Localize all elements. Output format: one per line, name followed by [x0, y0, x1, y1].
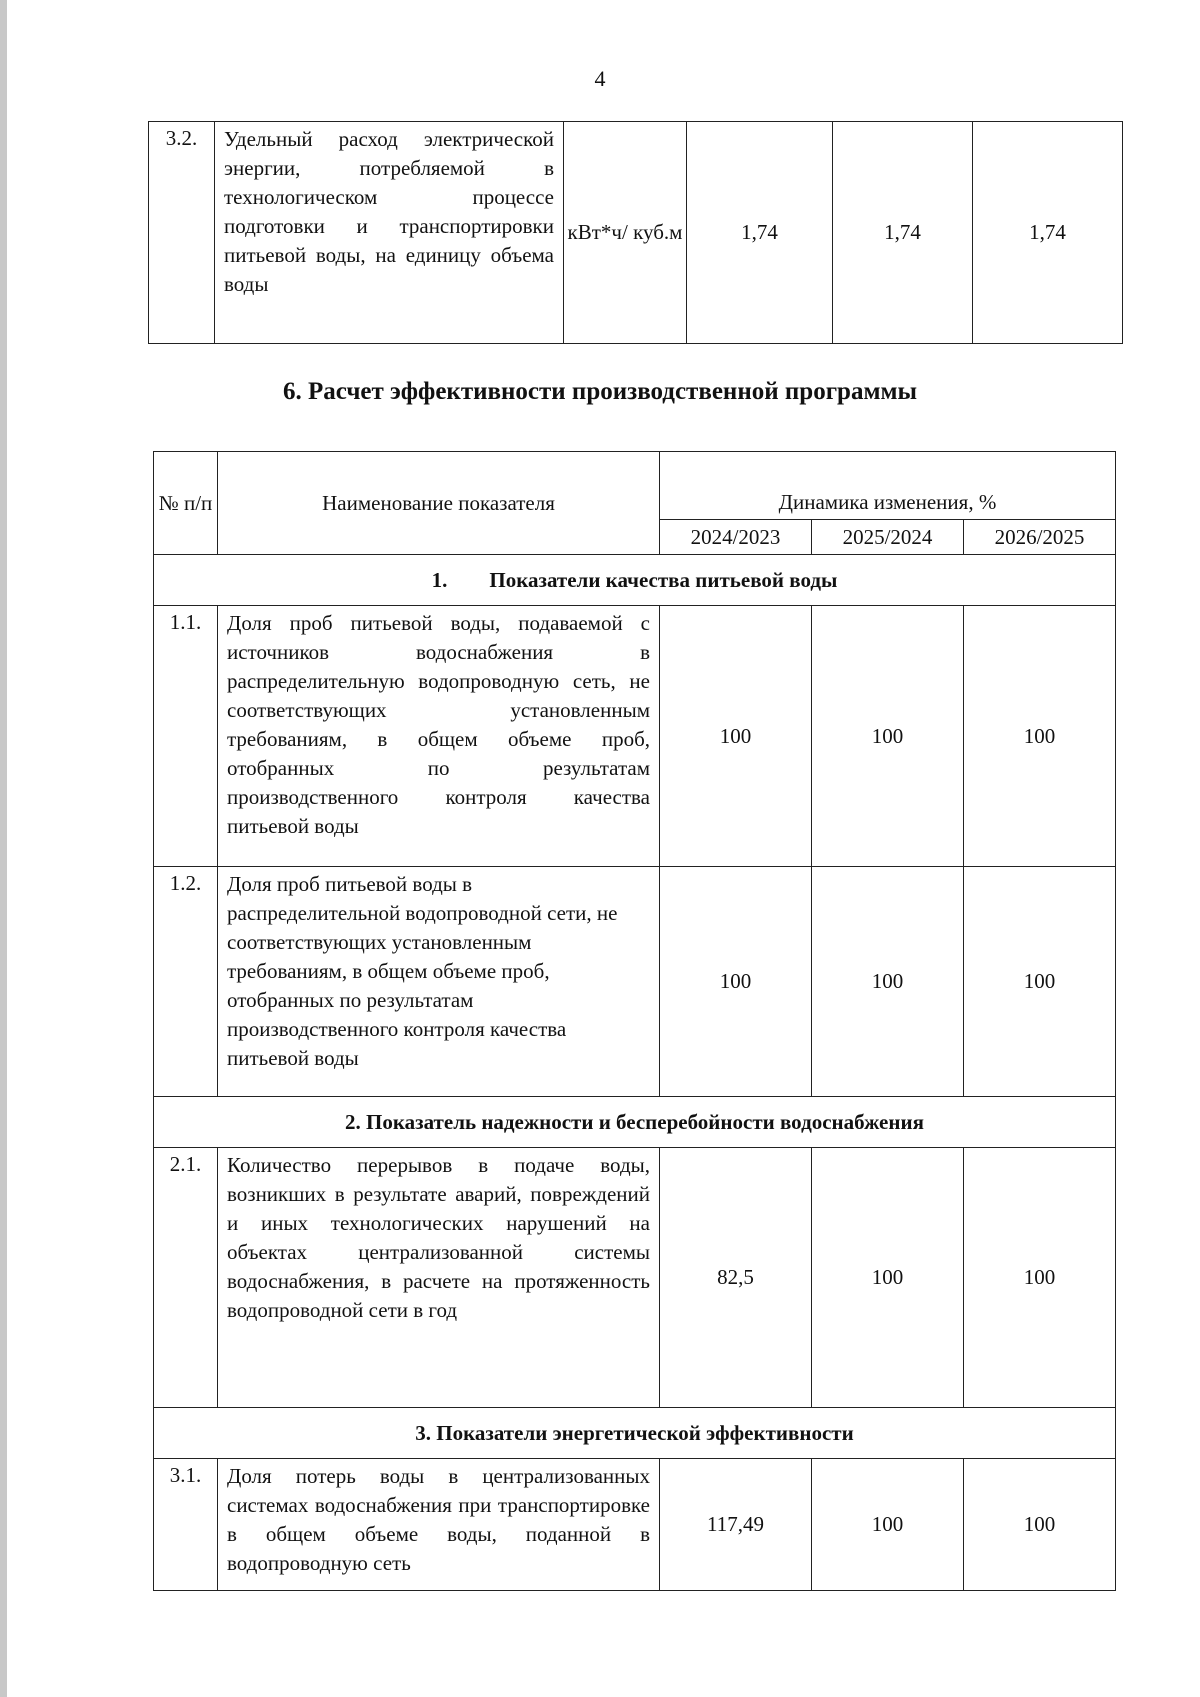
page-number: 4 [594, 66, 606, 91]
group-heading: 3. Показатели энергетической эффективности [154, 1408, 1116, 1459]
indicator-name: Доля проб питьевой воды, подаваемой с источников водоснабжения в распределительную водопроводную сеть, не соответствующих установленным требованиям, в общем объеме проб, отобранных по результатам производственного контроля качества питьевой воды [218, 606, 660, 867]
indicator-name: Доля потерь воды в централизованных системах водоснабжения при транспортировке в общем объеме воды, поданной в водопроводную сеть [218, 1459, 660, 1591]
value-cell: 100 [964, 606, 1116, 867]
row-number: 3.1. [154, 1459, 218, 1591]
header-year: 2024/2023 [660, 520, 812, 555]
header-name: Наименование показателя [218, 452, 660, 555]
table-row [154, 1459, 1116, 1591]
value-cell: 100 [964, 867, 1116, 1097]
indicator-name: Удельный расход электрической энергии, потребляемой в технологическом процессе подготовки и транспортировки питьевой воды, на единицу объема воды [215, 122, 564, 344]
page-edge [0, 0, 7, 1697]
table-row [154, 867, 1116, 1097]
value-cell: 100 [812, 1148, 964, 1408]
value-cell: 100 [964, 1148, 1116, 1408]
header-year: 2025/2024 [812, 520, 964, 555]
group-row [154, 1408, 1116, 1459]
unit-cell: кВт*ч/ куб.м [564, 122, 687, 344]
indicator-name: Доля проб питьевой воды в распределительной водопроводной сети, не соответствующих установленным требованиям, в общем объеме проб, отобранных по результатам производственного контроля качества питьевой воды [218, 867, 660, 1097]
value-cell: 100 [660, 606, 812, 867]
value-cell: 1,74 [833, 122, 973, 344]
value-cell: 100 [812, 1459, 964, 1591]
value-cell: 100 [964, 1459, 1116, 1591]
indicator-name: Количество перерывов в подаче воды, возникших в результате аварий, повреждений и иных технологических нарушений на объектах централизованной системы водоснабжения, в расчете на протяженность водопроводной сети в год [218, 1148, 660, 1408]
header-year: 2026/2025 [964, 520, 1116, 555]
row-number: 3.2. [149, 122, 215, 344]
row-number: 1.1. [154, 606, 218, 867]
value-cell: 100 [812, 867, 964, 1097]
value-cell: 82,5 [660, 1148, 812, 1408]
value-cell: 117,49 [660, 1459, 812, 1591]
value-cell: 1,74 [973, 122, 1123, 344]
value-cell: 100 [812, 606, 964, 867]
section-title: 6. Расчет эффективности производственной программы [282, 378, 918, 405]
table-row [154, 606, 1116, 867]
energy-table [148, 121, 1123, 344]
efficiency-table [153, 451, 1116, 1591]
group-heading: 2. Показатель надежности и бесперебойности водоснабжения [154, 1097, 1116, 1148]
header-num: № п/п [154, 452, 218, 555]
value-cell: 1,74 [687, 122, 833, 344]
row-number: 2.1. [154, 1148, 218, 1408]
header-row [154, 452, 1116, 520]
row-number: 1.2. [154, 867, 218, 1097]
group-heading: 1. Показатели качества питьевой воды [154, 555, 1116, 606]
table-row [154, 1148, 1116, 1408]
group-row [154, 555, 1116, 606]
group-row [154, 1097, 1116, 1148]
table-row [149, 122, 1123, 344]
header-dynamics: Динамика изменения, % [660, 452, 1116, 520]
value-cell: 100 [660, 867, 812, 1097]
